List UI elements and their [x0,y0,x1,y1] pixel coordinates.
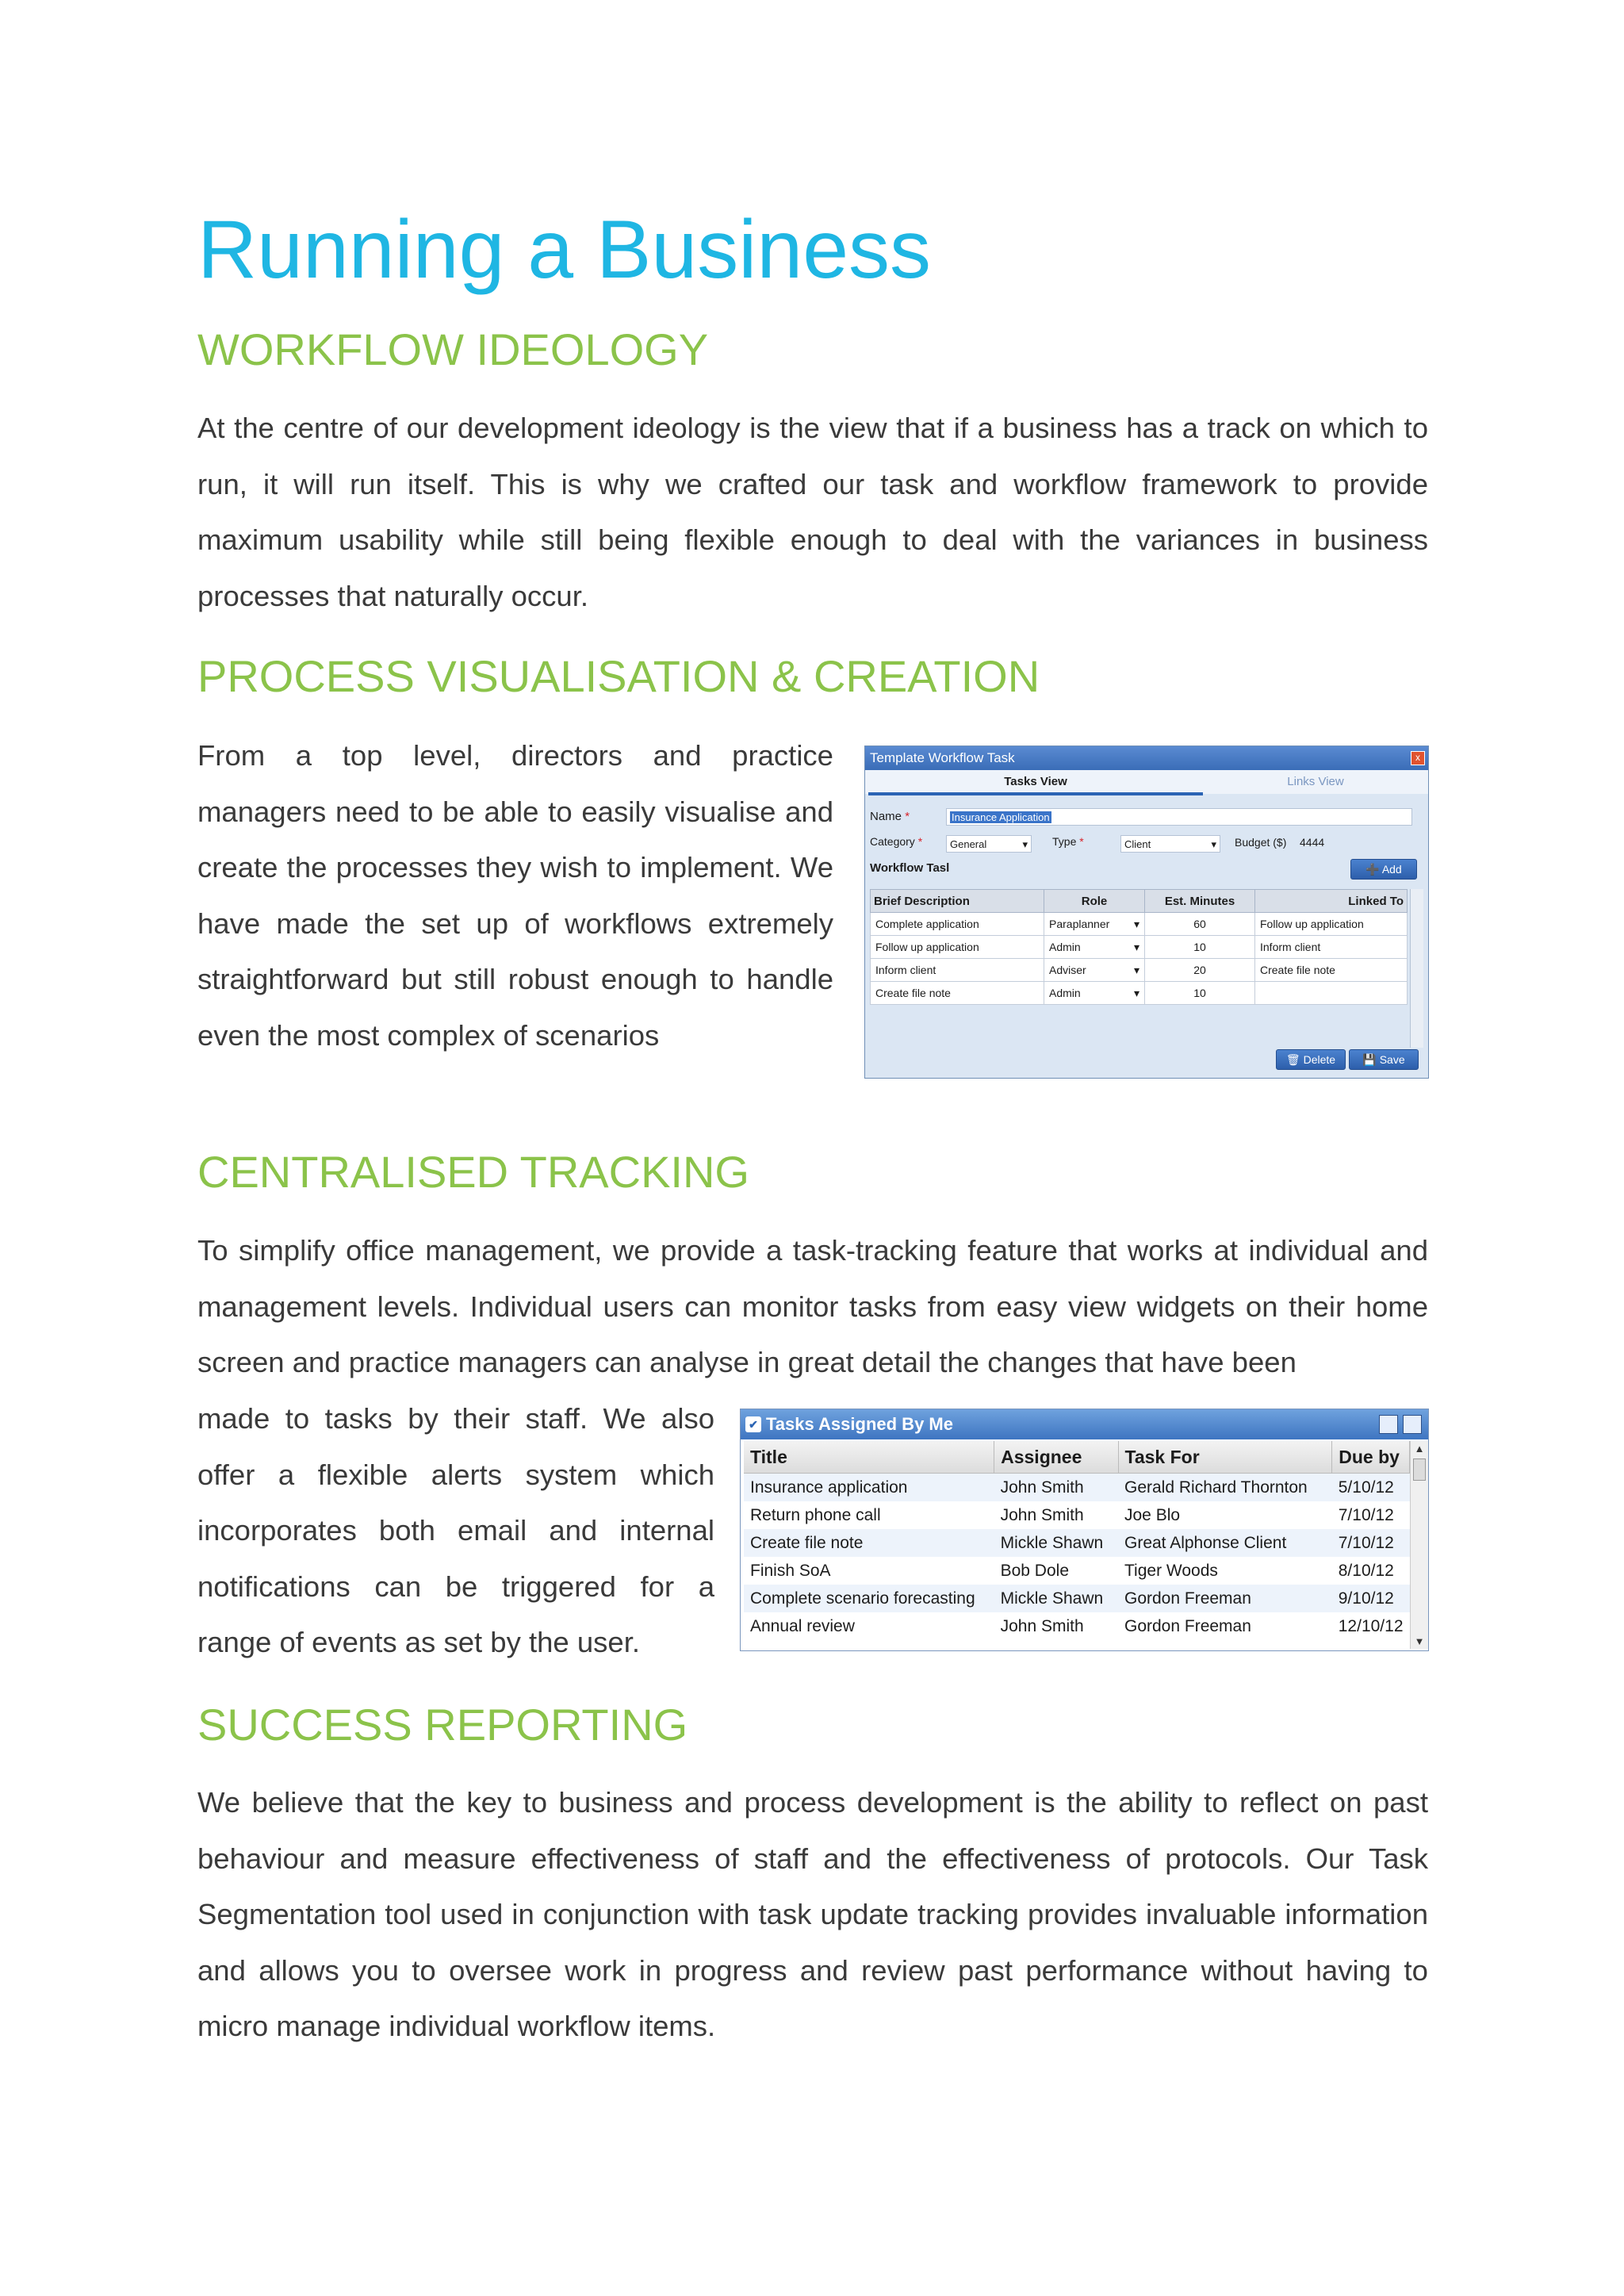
role-select[interactable]: Admin ▾ [1044,982,1145,1005]
task-for: Gerald Richard Thornton [1118,1474,1332,1502]
task-description: Follow up application [871,936,1044,959]
est-minutes[interactable]: 10 [1145,936,1255,959]
table-row[interactable] [744,1474,1410,1502]
table-row[interactable] [871,982,1408,1005]
vertical-scrollbar[interactable] [1410,1441,1428,1649]
add-button[interactable]: ➕ Add [1350,859,1417,880]
column-header-brief-description[interactable]: Brief Description [871,890,1044,913]
column-header-title[interactable]: Title [744,1441,994,1474]
column-header-task-for[interactable]: Task For [1118,1441,1332,1474]
category-select[interactable]: General ▾ [946,835,1032,853]
chevron-down-icon: ▾ [1133,963,1139,976]
budget-value[interactable]: 4444 [1300,836,1325,849]
linked-to[interactable]: Follow up application [1255,913,1408,936]
name-label: Name * [870,810,910,823]
tasks-assigned-widget [740,1409,1429,1651]
task-description: Inform client [871,959,1044,982]
task-title: Annual review [750,1616,855,1635]
table-row[interactable] [744,1501,1410,1529]
add-icon: ➕ [1365,863,1382,876]
task-assignee: John Smith [1000,1505,1084,1524]
chevron-down-icon: ▾ [1133,917,1139,930]
task-due: 12/10/12 [1338,1616,1404,1635]
task-due: 9/10/12 [1332,1585,1410,1612]
column-header-due-by[interactable]: Due by [1332,1441,1410,1474]
task-title: Create file note [744,1529,994,1557]
task-for: Gordon Freeman [1118,1585,1332,1612]
section-heading-workflow-ideology: WORKFLOW IDEOLOGY [197,324,709,374]
column-header-assignee[interactable]: Assignee [994,1441,1118,1474]
window-title: Template Workflow Task [870,750,1015,765]
linked-to[interactable]: Create file note [1255,959,1408,982]
task-title: Complete scenario forecasting [744,1585,994,1612]
widget-title: Tasks Assigned By Me [766,1414,953,1434]
trash-icon: 🗑 [1285,1053,1304,1066]
workflow-tasks-label: Workflow Tasl [870,861,950,875]
role-select[interactable]: Paraplanner ▾ [1044,913,1145,936]
section-body-success-reporting: We believe that the key to business and process development is the ability to reflect on past behaviour and measure effectiveness of staff and the effectiveness of protocols. Our Task Segmentation tool used in conjunction with task update tracking provides invaluable information and allows you to oversee work in progress and review past performance without having to micro manage individual workflow items. [197,1786,1428,2042]
budget-label: Budget ($) [1235,836,1287,849]
task-assignee: John Smith [1000,1616,1084,1635]
column-header-est-minutes[interactable]: Est. Minutes [1145,890,1255,913]
linked-to[interactable]: Inform client [1255,936,1408,959]
table-row[interactable] [744,1557,1410,1585]
task-for: Tiger Woods [1124,1561,1218,1580]
page-title: Running a Business [197,204,932,296]
task-assignee: Mickle Shawn [994,1529,1118,1557]
task-due: 7/10/12 [1332,1529,1410,1557]
type-select[interactable]: Client ▾ [1120,835,1220,853]
table-row[interactable] [871,936,1408,959]
table-row[interactable] [871,913,1408,936]
task-description: Complete application [871,913,1044,936]
task-for: Gordon Freeman [1124,1616,1251,1635]
role-select[interactable]: Admin ▾ [1044,936,1145,959]
column-header-role[interactable]: Role [1044,890,1145,913]
task-title: Finish SoA [750,1561,831,1580]
table-row[interactable] [744,1585,1410,1612]
table-row[interactable] [871,959,1408,982]
tab-links-view[interactable]: Links View [1287,775,1344,788]
template-workflow-task-window [864,746,1429,1079]
category-label: Category * [870,835,923,848]
type-label: Type * [1052,835,1084,848]
tab-tasks-view[interactable]: Tasks View [868,770,1203,795]
save-button[interactable]: 💾 Save [1349,1049,1419,1070]
name-field-value: Insurance Application [952,811,1050,823]
scroll-up-icon[interactable]: ▲ [1414,1443,1425,1455]
task-for: Joe Blo [1124,1505,1181,1524]
vertical-scrollbar[interactable] [1410,889,1423,1048]
delete-button[interactable]: 🗑 Delete [1276,1049,1346,1070]
name-field[interactable] [946,808,1412,826]
section-heading-centralised-tracking: CENTRALISED TRACKING [197,1147,749,1197]
maximize-icon[interactable] [1403,1415,1422,1434]
task-list-icon: ✔ [745,1416,761,1432]
scrollbar-thumb[interactable] [1413,1458,1426,1481]
est-minutes[interactable]: 60 [1145,913,1255,936]
chevron-down-icon: ▾ [1133,986,1139,999]
section-body-process-visualisation: From a top level, directors and practice managers need to be able to easily visualise and create the processes they wish to implement. We have made the set up of workflows extremely straightforward but still robust enough to handle even the most complex of scenarios [197,739,833,1052]
task-description: Create file note [871,982,1044,1005]
section-body-centralised-tracking-side: made to tasks by their staff. We also offer a flexible alerts system which incorporates both email and internal notifications can be triggered for a range of events as set by the user. [197,1402,714,1658]
task-due: 8/10/12 [1338,1561,1394,1580]
task-assignee: John Smith [994,1474,1118,1502]
tasks-table [744,1441,1410,1640]
task-due: 5/10/12 [1332,1474,1410,1502]
role-select[interactable]: Adviser ▾ [1044,959,1145,982]
workflow-tasks-table [870,889,1408,1005]
table-row[interactable] [744,1529,1410,1557]
widget-title-bar [741,1409,1428,1439]
linked-to[interactable] [1255,982,1408,1005]
est-minutes[interactable]: 20 [1145,959,1255,982]
est-minutes[interactable]: 10 [1145,982,1255,1005]
task-for: Great Alphonse Client [1118,1529,1332,1557]
tab-bar [865,770,1428,794]
column-header-linked-to[interactable]: Linked To [1255,890,1408,913]
floppy-disk-icon: 💾 [1362,1053,1380,1066]
scroll-down-icon[interactable]: ▼ [1414,1635,1425,1647]
section-body-centralised-tracking-top: To simplify office management, we provide a task-tracking feature that works at individual and management levels. Individual users can monitor tasks from easy view widgets on their home screen and practice managers can analyse in great detail the changes that have been [197,1234,1428,1378]
task-due: 7/10/12 [1338,1505,1394,1524]
section-heading-process-visualisation: PROCESS VISUALISATION & CREATION [197,651,1040,701]
section-heading-success-reporting: SUCCESS REPORTING [197,1700,688,1750]
window-title-bar [865,746,1428,770]
close-icon[interactable]: x [1411,751,1425,765]
task-title: Return phone call [750,1505,881,1524]
chevron-down-icon: ▾ [1133,940,1139,953]
task-assignee: Bob Dole [1000,1561,1069,1580]
minimize-icon[interactable] [1379,1415,1398,1434]
task-title: Insurance application [744,1474,994,1502]
table-row[interactable] [744,1612,1410,1640]
task-assignee: Mickle Shawn [994,1585,1118,1612]
section-body-workflow-ideology: At the centre of our development ideology is the view that if a business has a track on which to run, it will run itself. This is why we crafted our task and workflow framework to provide maximum usability while still being flexible enough to deal with the variances in business processes that naturally occur. [197,412,1428,612]
